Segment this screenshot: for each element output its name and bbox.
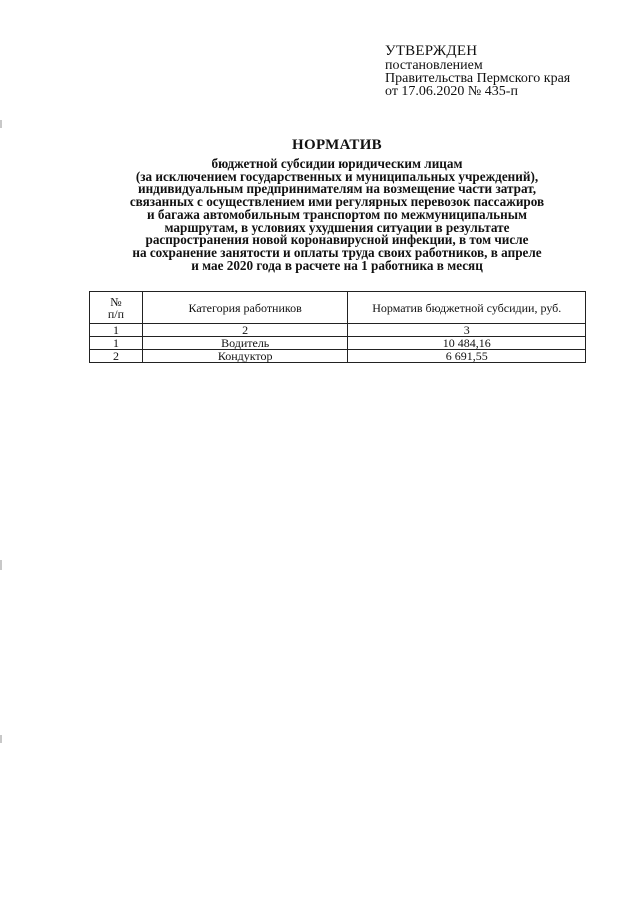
subtitle-line: на сохранение занятости и оплаты труда своих работников, в апреле — [132, 244, 542, 260]
row-num: 2 — [90, 350, 143, 363]
document-subtitle — [80, 158, 594, 272]
subtitle-line: индивидуальным предпринимателям на возмещение части затрат, — [137, 181, 537, 197]
row-category: Водитель — [142, 337, 348, 350]
scan-margin-mark — [0, 735, 2, 743]
table-row — [90, 337, 586, 350]
approval-line-2: постановлением — [385, 58, 483, 73]
row-category: Кондуктор — [142, 350, 348, 363]
subtitle-line: бюджетной субсидии юридическим лицам — [211, 156, 463, 171]
column-number: 1 — [90, 324, 143, 337]
column-numbers-row — [90, 324, 586, 337]
subtitle-line: и мае 2020 года в расчете на 1 работника в месяц — [191, 257, 483, 273]
table-row — [90, 350, 586, 363]
approval-stamp: УТВЕРЖДЕН — [385, 43, 478, 59]
norm-table — [89, 291, 586, 363]
column-number: 2 — [142, 324, 348, 337]
approval-line-4: от 17.06.2020 № 435-п — [385, 84, 518, 99]
scan-margin-mark — [0, 560, 2, 570]
scan-margin-mark — [0, 120, 2, 128]
approval-block — [385, 44, 615, 98]
subtitle-line: маршрутам, в условиях ухудшения ситуации в результате — [164, 219, 510, 235]
header-category: Категория работников — [142, 292, 348, 324]
row-value: 6 691,55 — [348, 350, 586, 363]
header-num-line: п/п — [107, 306, 125, 321]
row-value: 10 484,16 — [348, 337, 586, 350]
table-header-row — [90, 292, 586, 324]
approval-line-3: Правительства Пермского края — [385, 71, 571, 86]
document-title: НОРМАТИВ — [292, 137, 382, 153]
header-num — [90, 292, 143, 324]
header-num-line: № — [110, 294, 122, 309]
subtitle-line: (за исключением государственных и муниципальных учреждений), — [135, 168, 539, 184]
subtitle-line: распространения новой коронавирусной инфекции, в том числе — [145, 232, 529, 248]
row-num: 1 — [90, 337, 143, 350]
header-norm: Норматив бюджетной субсидии, руб. — [348, 292, 586, 324]
column-number: 3 — [348, 324, 586, 337]
subtitle-line: и багажа автомобильным транспортом по межмуниципальным — [146, 206, 527, 222]
subtitle-line: связанных с осуществлением ими регулярных перевозок пассажиров — [129, 194, 545, 210]
